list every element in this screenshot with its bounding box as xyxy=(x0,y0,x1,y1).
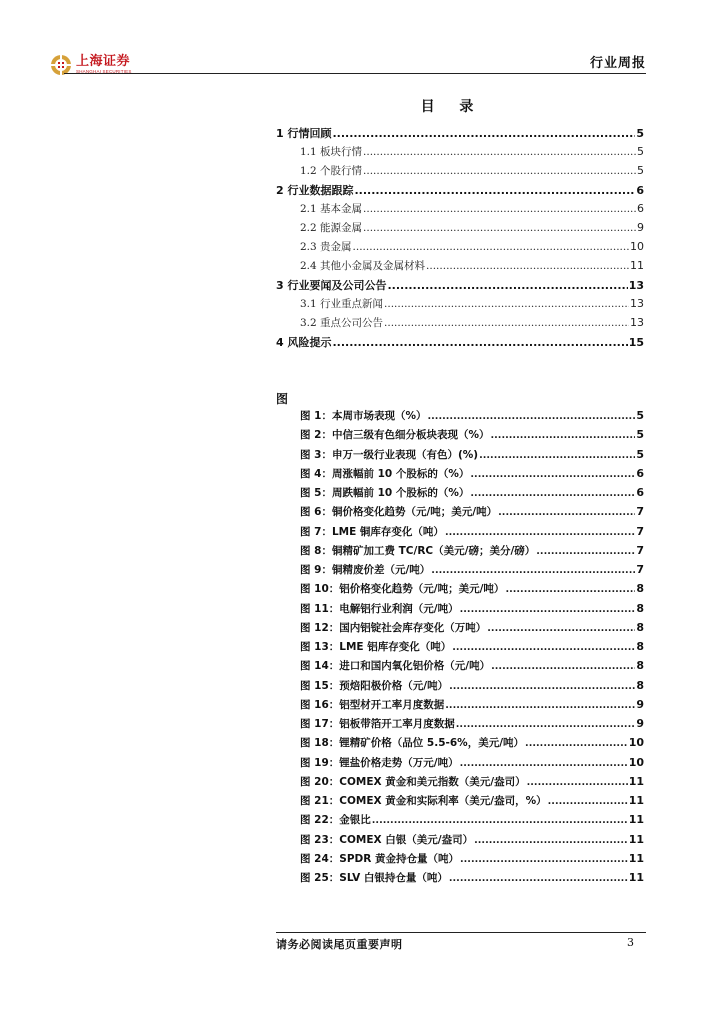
toc-entry-label: 3.1 行业重点新闻 xyxy=(300,298,384,310)
dot-leader xyxy=(548,795,628,807)
dot-leader xyxy=(372,814,628,826)
toc-subsection-link[interactable] xyxy=(276,258,644,277)
figure-entry-label: 图 13：LME 铝库存变化（吨） xyxy=(300,641,452,653)
figure-entry-label: 图 24：SPDR 黄金持仓量（吨） xyxy=(300,852,459,865)
dot-leader xyxy=(363,146,636,158)
figure-entry-page: 6 xyxy=(636,486,644,499)
figure-entry-label: 图 12：国内铝锭社会库存变化（万吨） xyxy=(300,621,487,634)
dot-leader xyxy=(527,776,628,788)
figure-entry-page: 8 xyxy=(636,620,644,634)
figure-entry-page: 7 xyxy=(636,563,644,576)
page-header xyxy=(0,0,724,80)
figure-list-item[interactable] xyxy=(276,601,644,620)
toc-entry-page: 11 xyxy=(630,259,644,272)
dot-leader xyxy=(460,757,628,769)
toc-entry-page: 9 xyxy=(637,221,644,234)
figure-entry-page: 10 xyxy=(628,736,644,750)
dot-leader xyxy=(426,260,629,272)
dot-leader xyxy=(474,834,628,846)
figure-list-item[interactable] xyxy=(276,793,644,812)
toc-entry-label: 1 行情回顾 xyxy=(276,127,332,140)
figure-entry-label: 图 8：铜精矿加工费 TC/RC（美元/磅；美分/磅） xyxy=(300,544,536,557)
figure-entry-label: 图 17：铝板带箔开工率月度数据 xyxy=(300,718,455,730)
figure-entry-label: 图 15：预焙阳极价格（元/吨） xyxy=(300,679,449,692)
toc-entry-label: 1.1 板块行情 xyxy=(300,146,363,158)
toc-entry-page: 15 xyxy=(628,336,644,349)
dot-leader xyxy=(431,564,635,576)
figure-entry-label: 图 6：铜价格变化趋势（元/吨；美元/吨） xyxy=(300,506,498,519)
dot-leader xyxy=(353,241,629,253)
figure-list-item[interactable] xyxy=(276,755,644,774)
toc-entry-page: 6 xyxy=(636,184,644,197)
figure-entry-label: 图 20：COMEX 黄金和美元指数（美元/盎司） xyxy=(300,775,526,788)
dot-leader xyxy=(490,429,635,441)
figure-entry-page: 8 xyxy=(636,659,644,673)
figure-list-item[interactable] xyxy=(276,581,644,600)
footer-divider xyxy=(276,932,646,933)
dot-leader xyxy=(452,641,635,653)
dot-leader xyxy=(456,718,636,730)
toc-entry-page: 5 xyxy=(637,145,644,158)
toc-entry-label: 2.1 基本金属 xyxy=(300,203,363,215)
toc-entry-label: 2.3 贵金属 xyxy=(300,241,352,253)
figure-entry-label: 图 4：周涨幅前 10 个股标的（%） xyxy=(300,467,470,480)
dot-leader xyxy=(445,526,635,538)
dot-leader xyxy=(384,298,629,310)
toc-entry-label: 1.2 个股行情 xyxy=(300,165,363,177)
figure-entry-label: 图 10：铝价格变化趋势（元/吨；美元/吨） xyxy=(300,583,505,596)
figure-list-item[interactable] xyxy=(276,678,644,697)
figure-entry-page: 5 xyxy=(636,428,644,442)
toc-subsection-link[interactable] xyxy=(276,201,644,220)
figure-list-item[interactable] xyxy=(276,735,644,754)
dot-leader xyxy=(332,127,635,140)
dot-leader xyxy=(470,487,635,499)
figure-entry-page: 7 xyxy=(636,524,644,538)
figure-list-item[interactable] xyxy=(276,716,644,735)
figure-entry-page: 5 xyxy=(636,409,644,422)
figure-entry-label: 图 19：锂盐价格走势（万元/吨） xyxy=(300,756,459,769)
figure-list-item[interactable] xyxy=(276,620,644,639)
figure-list-item[interactable] xyxy=(276,466,644,485)
figure-entry-page: 7 xyxy=(636,543,644,557)
figure-list-item[interactable] xyxy=(276,524,644,543)
figure-entry-label: 图 22：金银比 xyxy=(300,814,371,827)
figure-entry-label: 图 9：铜精废价差（元/吨） xyxy=(300,564,431,576)
dot-leader xyxy=(491,660,635,672)
figure-entry-page: 11 xyxy=(628,871,644,884)
toc-subsection-link[interactable] xyxy=(276,239,644,258)
figure-entry-label: 图 1：本周市场表现（%） xyxy=(300,410,427,422)
figure-entry-page: 11 xyxy=(628,851,644,865)
figure-list-item[interactable] xyxy=(276,427,644,446)
figure-entry-page: 11 xyxy=(628,794,644,807)
table-of-contents xyxy=(276,125,644,353)
toc-subsection-link[interactable] xyxy=(276,163,644,182)
dot-leader xyxy=(363,165,636,177)
figure-entry-label: 图 16：铝型材开工率月度数据 xyxy=(300,698,445,711)
figure-list-item[interactable] xyxy=(276,774,644,793)
dot-leader xyxy=(470,468,635,480)
toc-heading: 目 录 xyxy=(420,99,484,115)
figure-entry-page: 8 xyxy=(636,678,644,692)
dot-leader xyxy=(449,680,635,692)
figure-entry-label: 图 21：COMEX 黄金和实际利率（美元/盎司，%） xyxy=(300,795,547,807)
figure-entry-page: 11 xyxy=(628,813,644,827)
toc-subsection-link[interactable] xyxy=(276,315,644,334)
figure-entry-page: 9 xyxy=(636,717,644,730)
dot-leader xyxy=(332,336,627,349)
toc-entry-page: 6 xyxy=(637,202,644,215)
logo-brand-en: SHANGHAI SECURITIES xyxy=(76,69,132,74)
figure-entry-label: 图 25：SLV 白银持仓量（吨） xyxy=(300,872,448,884)
report-type: 行业周报 xyxy=(589,56,646,71)
toc-subsection-link[interactable] xyxy=(276,220,644,239)
figure-list-item[interactable] xyxy=(276,408,644,427)
toc-subsection-link[interactable] xyxy=(276,296,644,315)
toc-entry-page: 13 xyxy=(630,316,644,329)
dot-leader xyxy=(479,449,635,461)
figure-list-item[interactable] xyxy=(276,562,644,581)
toc-section-link[interactable] xyxy=(276,182,644,201)
figure-entry-page: 8 xyxy=(636,601,644,615)
figure-list-item[interactable] xyxy=(276,658,644,677)
figure-entry-page: 6 xyxy=(636,466,644,480)
figure-list-item[interactable] xyxy=(276,851,644,870)
figure-list-item[interactable] xyxy=(276,504,644,523)
toc-entry-label: 2 行业数据跟踪 xyxy=(276,184,354,197)
figure-entry-label: 图 18：锂精矿价格（品位 5.5-6%，美元/吨） xyxy=(300,737,525,750)
dot-leader xyxy=(387,279,627,292)
dot-leader xyxy=(460,603,636,615)
toc-entry-label: 2.2 能源金属 xyxy=(300,222,363,234)
figure-entry-label: 图 5：周跌幅前 10 个股标的（%） xyxy=(300,487,470,499)
figure-entry-page: 10 xyxy=(628,755,644,769)
toc-subsection-link[interactable] xyxy=(276,144,644,163)
figure-entry-page: 8 xyxy=(636,582,644,596)
figure-list-item[interactable] xyxy=(276,485,644,504)
dot-leader xyxy=(427,410,635,422)
figure-list-item[interactable] xyxy=(276,812,644,831)
toc-entry-label: 3 行业要闻及公司公告 xyxy=(276,279,387,292)
logo-brand-cn: 上海证券 xyxy=(76,54,131,69)
figure-list-item[interactable] xyxy=(276,447,644,466)
figure-entry-page: 5 xyxy=(636,447,644,461)
header-divider xyxy=(64,73,646,74)
dot-leader xyxy=(363,222,636,234)
figure-entry-page: 8 xyxy=(636,640,644,653)
figure-entry-page: 11 xyxy=(628,774,644,788)
figure-entry-page: 11 xyxy=(628,832,644,846)
toc-section-link[interactable] xyxy=(276,277,644,296)
dot-leader xyxy=(505,583,635,595)
figure-list-item[interactable] xyxy=(276,870,644,889)
toc-entry-page: 5 xyxy=(637,164,644,177)
dot-leader xyxy=(460,853,628,865)
dot-leader xyxy=(363,203,636,215)
dot-leader xyxy=(487,622,635,634)
page-number: 3 xyxy=(627,936,634,949)
toc-entry-label: 2.4 其他小金属及金属材料 xyxy=(300,260,426,272)
figure-list-item[interactable] xyxy=(276,543,644,562)
toc-entry-label: 4 风险提示 xyxy=(276,336,332,349)
dot-leader xyxy=(354,184,635,197)
dot-leader xyxy=(445,699,635,711)
dot-leader xyxy=(449,872,628,884)
figure-list-item[interactable] xyxy=(276,697,644,716)
toc-section-link[interactable] xyxy=(276,334,644,353)
toc-entry-page: 5 xyxy=(636,127,644,140)
toc-entry-page: 10 xyxy=(630,240,644,253)
dot-leader xyxy=(498,506,635,518)
figure-entry-page: 9 xyxy=(636,697,644,711)
dot-leader xyxy=(384,317,629,329)
figures-heading: 图 xyxy=(276,392,289,406)
figure-list-item[interactable] xyxy=(276,832,644,851)
figure-entry-label: 图 2：中信三级有色细分板块表现（%） xyxy=(300,429,490,442)
figure-entry-label: 图 7：LME 铜库存变化（吨） xyxy=(300,525,444,538)
toc-entry-label: 3.2 重点公司公告 xyxy=(300,317,384,329)
figure-entry-label: 图 11：电解铝行业利润（元/吨） xyxy=(300,602,459,615)
toc-section-link[interactable] xyxy=(276,125,644,144)
dot-leader xyxy=(525,737,628,749)
dot-leader xyxy=(536,545,635,557)
figure-entry-label: 图 23：COMEX 白银（美元/盎司） xyxy=(300,833,474,846)
figure-entry-label: 图 14：进口和国内氧化铝价格（元/吨） xyxy=(300,660,491,673)
toc-entry-page: 13 xyxy=(628,279,644,292)
toc-entry-page: 13 xyxy=(630,297,644,310)
figure-entry-label: 图 3：申万一级行业表现（有色）(%) xyxy=(300,448,479,461)
figure-entry-page: 7 xyxy=(636,505,644,519)
figure-list-item[interactable] xyxy=(276,639,644,658)
list-of-figures xyxy=(276,408,644,889)
footer-disclaimer: 请务必阅读尾页重要声明 xyxy=(276,938,403,951)
